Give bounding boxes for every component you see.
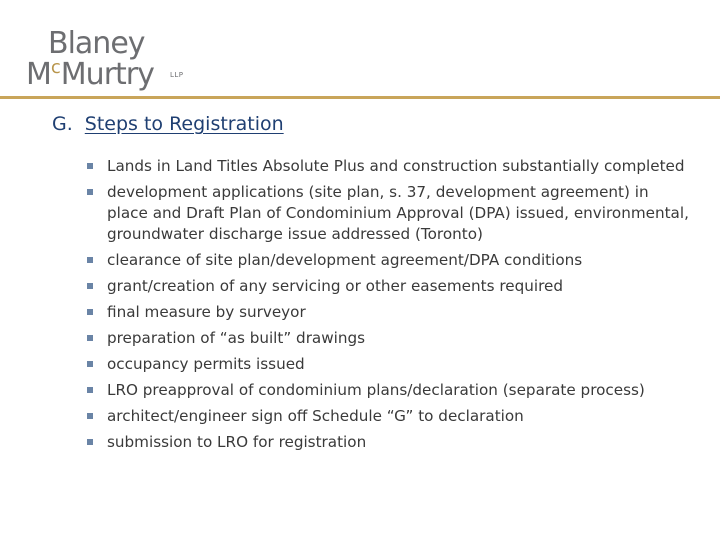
bullet-icon xyxy=(87,283,93,289)
bullet-icon xyxy=(87,309,93,315)
list-item-text: submission to LRO for registration xyxy=(107,433,367,451)
logo-text-blaney: Blaney xyxy=(48,26,145,61)
logo-text-mcmurtry xyxy=(26,52,154,91)
list-item-text: preparation of “as built” drawings xyxy=(107,329,366,347)
list-item-text: LRO preapproval of condominium plans/declaration (separate process) xyxy=(107,381,645,399)
bullet-icon xyxy=(87,439,93,445)
section-heading xyxy=(52,113,284,135)
section-letter: G. xyxy=(52,113,73,135)
list-item-text: grant/creation of any servicing or other easements required xyxy=(107,277,563,295)
header-divider xyxy=(0,96,720,99)
list-item xyxy=(84,156,694,177)
bullet-icon xyxy=(87,335,93,341)
list-item xyxy=(84,328,694,349)
bullet-icon xyxy=(87,163,93,169)
list-item-text: development applications (site plan, s. 37, development agreement) in place and Draft Plan of Condominium Approval (DPA) issued, environmental, groundwater discharge issue addressed (Toronto) xyxy=(107,183,689,243)
bullet-icon xyxy=(87,361,93,367)
list-item xyxy=(84,354,694,375)
company-logo xyxy=(26,28,206,92)
bullet-icon xyxy=(87,257,93,263)
list-item-text: Lands in Land Titles Absolute Plus and construction substantially completed xyxy=(107,157,685,175)
logo-suffix-llp: LLP xyxy=(170,71,184,79)
logo-m: M xyxy=(26,57,51,92)
section-title: Steps to Registration xyxy=(84,113,284,135)
bullet-icon xyxy=(87,189,93,195)
bullet-icon xyxy=(87,413,93,419)
list-item-text: clearance of site plan/development agreement/DPA conditions xyxy=(107,251,583,269)
bullet-list xyxy=(84,156,694,458)
list-item xyxy=(84,432,694,453)
logo-c: c xyxy=(50,57,61,78)
list-item-text: architect/engineer sign off Schedule “G” to declaration xyxy=(107,407,524,425)
list-item xyxy=(84,302,694,323)
list-item xyxy=(84,380,694,401)
list-item-text: final measure by surveyor xyxy=(107,303,306,321)
list-item xyxy=(84,276,694,297)
bullet-icon xyxy=(87,387,93,393)
list-item xyxy=(84,182,694,245)
list-item xyxy=(84,250,694,271)
list-item xyxy=(84,406,694,427)
list-item-text: occupancy permits issued xyxy=(107,355,305,373)
logo-murtry: Murtry xyxy=(60,57,154,92)
